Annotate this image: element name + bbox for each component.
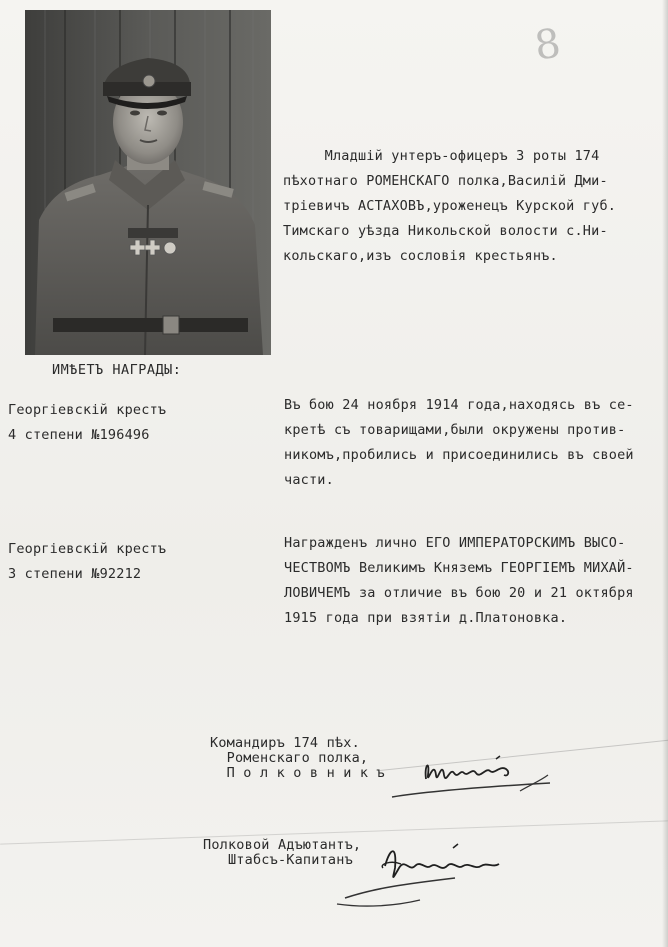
award-name — [8, 537, 166, 587]
award-name-line: 3 степени №92212 — [8, 566, 142, 582]
award-desc-line: кретѣ съ товарищами,были окружены против- — [284, 422, 626, 438]
award-name-line: Георгiевскiй крестъ — [8, 541, 167, 557]
award-desc-line: никомъ,пробились и присоединились въ своей — [284, 447, 634, 463]
signature-line: Командиръ 174 пѣх. — [210, 735, 360, 751]
soldier-description — [283, 144, 616, 269]
award-desc-line: Въ бою 24 ноября 1914 года,находясь въ се- — [284, 397, 634, 413]
intro-line: Младшiй унтеръ-офицеръ 3 роты 174 — [283, 148, 600, 164]
award-name-line: Георгiевскiй крестъ — [8, 402, 167, 418]
signature-line: Полковой Адъютантъ, — [203, 837, 362, 853]
adjutant-handwritten-signature — [335, 838, 525, 913]
page-number: 8 — [531, 20, 564, 70]
award-desc-line: 1915 года при взятiи д.Платоновка. — [284, 610, 568, 626]
award-name — [8, 398, 166, 448]
intro-line: пѣхотнаго РОМЕНСКАГО полка,Василiй Дми- — [283, 173, 608, 189]
award-desc-line: Награжденъ лично ЕГО ИМПЕРАТОРСКИМЪ ВЫСО- — [284, 535, 626, 551]
intro-line: Тимскаго уѣзда Никольской волости с.Ни- — [283, 223, 608, 239]
intro-line: кольскаго,изъ сословiя крестьянъ. — [283, 248, 558, 264]
award-name-line: 4 степени №196496 — [8, 427, 150, 443]
awards-heading: ИМѢЕТЪ НАГРАДЫ: — [52, 362, 182, 378]
award-desc-line: ЧЕСТВОМЪ Великимъ Княземъ ГЕОРГIЕМЪ МИХАЙ- — [284, 560, 634, 576]
page-edge-shadow — [662, 0, 668, 947]
signature-line: Роменскаго полка, — [210, 750, 369, 766]
signature-line: Штабсъ-Капитанъ — [203, 852, 353, 868]
soldier-portrait-photo — [25, 10, 271, 355]
intro-line: трiевичъ АСТАХОВЪ,уроженецъ Курской губ. — [283, 198, 617, 214]
commander-signature-block — [210, 736, 385, 781]
award-desc-line: части. — [284, 472, 334, 488]
award-desc-line: ЛОВИЧЕМЪ за отличие въ бою 20 и 21 октября — [284, 585, 634, 601]
commander-handwritten-signature — [390, 745, 555, 805]
signature-line: П о л к о в н и к ъ — [210, 765, 385, 781]
award-description — [284, 531, 634, 631]
award-description — [284, 393, 634, 493]
